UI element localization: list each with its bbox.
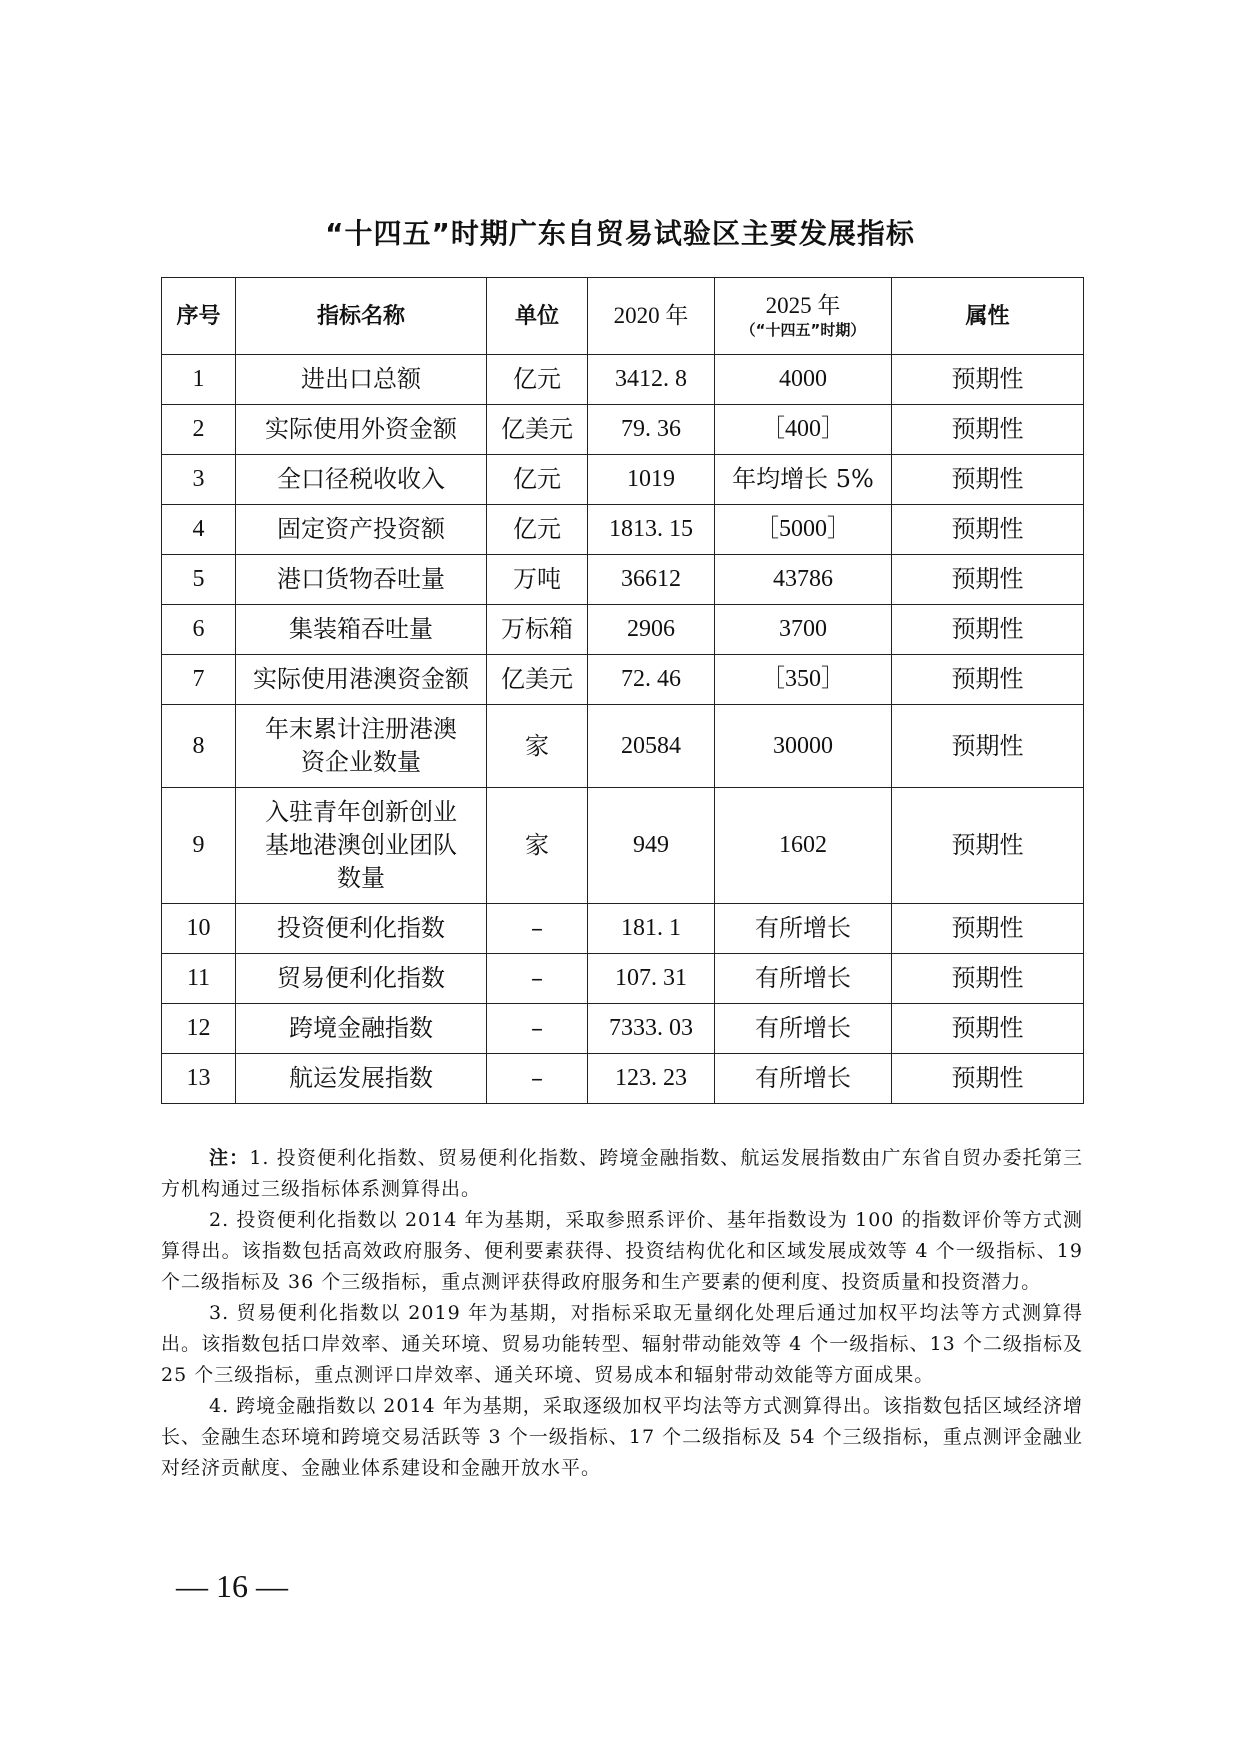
cell-attr: 预期性 [892, 405, 1084, 455]
cell-name [236, 705, 487, 788]
cell-attr: 预期性 [892, 655, 1084, 705]
cell-name: 实际使用港澳资金额 [236, 655, 487, 705]
table-row [162, 655, 1084, 705]
cell-unit: – [487, 1004, 588, 1054]
cell-unit: 家 [487, 705, 588, 788]
indicator-table [161, 277, 1084, 1104]
header-attr: 属性 [892, 278, 1084, 355]
cell-name-line: 数量 [337, 864, 385, 892]
page-title: “十四五”时期广东自贸易试验区主要发展指标 [325, 217, 915, 250]
cell-2020: 2906 [588, 605, 715, 655]
note-1 [161, 1143, 1083, 1205]
cell-2025: 43786 [715, 555, 892, 605]
cell-seq: 1 [162, 355, 236, 405]
cell-seq: 11 [162, 954, 236, 1004]
cell-seq: 6 [162, 605, 236, 655]
cell-seq: 2 [162, 405, 236, 455]
cell-name-line: 年末累计注册港澳 [265, 715, 457, 743]
cell-name: 港口货物吞吐量 [236, 555, 487, 605]
cell-seq: 7 [162, 655, 236, 705]
table-row [162, 355, 1084, 405]
cell-attr: 预期性 [892, 1054, 1084, 1104]
cell-2020: 949 [588, 788, 715, 904]
cell-2025: 年均增长 5% [715, 455, 892, 505]
table-row [162, 1054, 1084, 1104]
notes-label: 注： [209, 1147, 250, 1169]
cell-seq: 3 [162, 455, 236, 505]
cell-name: 固定资产投资额 [236, 505, 487, 555]
cell-seq: 5 [162, 555, 236, 605]
cell-2025: 30000 [715, 705, 892, 788]
cell-name [236, 788, 487, 904]
cell-2020: 3412. 8 [588, 355, 715, 405]
cell-2025: 3700 [715, 605, 892, 655]
cell-name-line: 资企业数量 [301, 748, 421, 776]
note-1-text: 1. 投资便利化指数、贸易便利化指数、跨境金融指数、航运发展指数由广东省自贸办委托第三方机构通过三级指标体系测算得出。 [161, 1147, 1083, 1200]
cell-2020: 36612 [588, 555, 715, 605]
cell-attr: 预期性 [892, 954, 1084, 1004]
cell-seq: 10 [162, 904, 236, 954]
table-row [162, 605, 1084, 655]
cell-seq: 8 [162, 705, 236, 788]
cell-name: 航运发展指数 [236, 1054, 487, 1104]
cell-seq: 12 [162, 1004, 236, 1054]
cell-2025: 有所增长 [715, 1004, 892, 1054]
header-2025 [715, 278, 892, 355]
cell-2020: 79. 36 [588, 405, 715, 455]
cell-2020: 1019 [588, 455, 715, 505]
cell-name: 贸易便利化指数 [236, 954, 487, 1004]
cell-name: 全口径税收收入 [236, 455, 487, 505]
table-row [162, 788, 1084, 904]
cell-name: 跨境金融指数 [236, 1004, 487, 1054]
table-header-row [162, 278, 1084, 355]
note-3: 3. 贸易便利化指数以 2019 年为基期，对指标采取无量纲化处理后通过加权平均法等方式测算得出。该指数包括口岸效率、通关环境、贸易功能转型、辐射带动能效等 4 个一级指标、13 个二级指标及 25 个三级指标，重点测评口岸效率、通关环境、贸易成本和辐射带动效能等方面成果。 [161, 1302, 1083, 1386]
table-row [162, 405, 1084, 455]
cell-unit: 万吨 [487, 555, 588, 605]
cell-2020: 123. 23 [588, 1054, 715, 1104]
header-2020 [588, 278, 715, 355]
cell-2025: ［350］ [715, 655, 892, 705]
cell-name: 集装箱吞吐量 [236, 605, 487, 655]
header-seq: 序号 [162, 278, 236, 355]
cell-attr: 预期性 [892, 1004, 1084, 1054]
cell-name-line: 入驻青年创新创业 [265, 798, 457, 826]
table-row [162, 555, 1084, 605]
table-row [162, 954, 1084, 1004]
note-2: 2. 投资便利化指数以 2014 年为基期，采取参照系评价、基年指数设为 100 的指数评价等方式测算得出。该指数包括高效政府服务、便利要素获得、投资结构优化和区域发展成效等 4 个一级指标、19 个二级指标及 36 个三级指标，重点测评获得政府服务和生产要素的便利度、投资质量和投资潜力。 [161, 1209, 1083, 1293]
cell-2025: ［400］ [715, 405, 892, 455]
cell-unit: – [487, 1054, 588, 1104]
cell-2025: 4000 [715, 355, 892, 405]
table-row [162, 705, 1084, 788]
cell-2025: 有所增长 [715, 954, 892, 1004]
header-name: 指标名称 [236, 278, 487, 355]
cell-2020: 72. 46 [588, 655, 715, 705]
cell-seq: 9 [162, 788, 236, 904]
cell-unit: 亿元 [487, 505, 588, 555]
table-row [162, 904, 1084, 954]
cell-unit: 亿美元 [487, 655, 588, 705]
cell-2025: 有所增长 [715, 904, 892, 954]
cell-name: 投资便利化指数 [236, 904, 487, 954]
cell-attr: 预期性 [892, 788, 1084, 904]
header-2025-sub: （“十四五”时期） [740, 321, 866, 339]
page-number: — 16 — [176, 1568, 288, 1604]
cell-unit: 亿元 [487, 455, 588, 505]
cell-name: 进出口总额 [236, 355, 487, 405]
cell-attr: 预期性 [892, 705, 1084, 788]
cell-unit: 家 [487, 788, 588, 904]
cell-name-line: 基地港澳创业团队 [265, 831, 457, 859]
cell-attr: 预期性 [892, 355, 1084, 405]
cell-unit: 亿元 [487, 355, 588, 405]
cell-seq: 13 [162, 1054, 236, 1104]
table-row [162, 455, 1084, 505]
cell-unit: 亿美元 [487, 405, 588, 455]
cell-unit: – [487, 954, 588, 1004]
cell-unit: – [487, 904, 588, 954]
cell-attr: 预期性 [892, 555, 1084, 605]
cell-attr: 预期性 [892, 904, 1084, 954]
cell-unit: 万标箱 [487, 605, 588, 655]
cell-2020: 107. 31 [588, 954, 715, 1004]
table-row [162, 505, 1084, 555]
cell-seq: 4 [162, 505, 236, 555]
table-row [162, 1004, 1084, 1054]
header-2025-label: 2025 年 [765, 293, 841, 318]
header-2020-label: 2020 年 [613, 303, 689, 328]
header-unit: 单位 [487, 278, 588, 355]
cell-attr: 预期性 [892, 505, 1084, 555]
cell-2020: 181. 1 [588, 904, 715, 954]
cell-2020: 1813. 15 [588, 505, 715, 555]
note-4: 4. 跨境金融指数以 2014 年为基期，采取逐级加权平均法等方式测算得出。该指数包括区域经济增长、金融生态环境和跨境交易活跃等 3 个一级指标、17 个二级指标及 54 个三级指标，重点测评金融业对经济贡献度、金融业体系建设和金融开放水平。 [161, 1395, 1083, 1479]
cell-2020: 7333. 03 [588, 1004, 715, 1054]
cell-2020: 20584 [588, 705, 715, 788]
cell-2025: 有所增长 [715, 1054, 892, 1104]
cell-2025: 1602 [715, 788, 892, 904]
cell-name: 实际使用外资金额 [236, 405, 487, 455]
cell-attr: 预期性 [892, 455, 1084, 505]
cell-2025: ［5000］ [715, 505, 892, 555]
notes-section [161, 1143, 1083, 1484]
cell-attr: 预期性 [892, 605, 1084, 655]
